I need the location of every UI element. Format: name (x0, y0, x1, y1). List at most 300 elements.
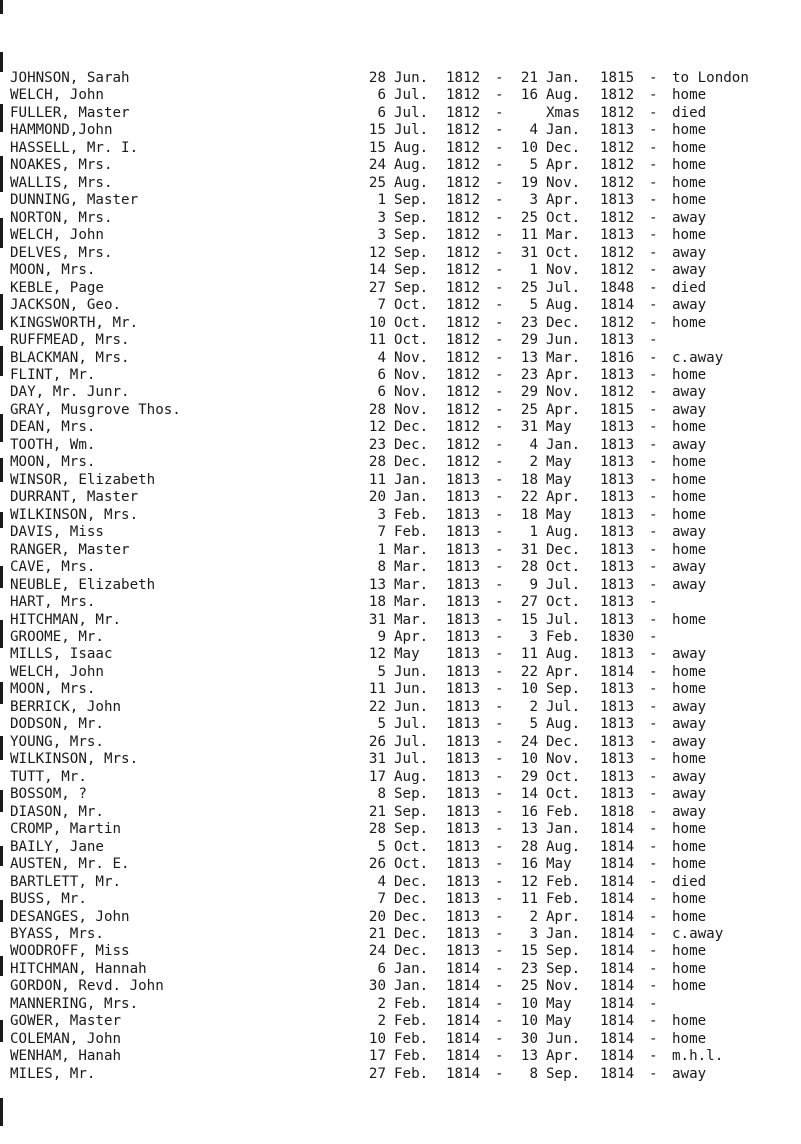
arrival-day: 31 (368, 751, 386, 768)
departure-month: May (546, 1013, 572, 1030)
register-row (0, 699, 801, 716)
departure-day: 5 (529, 157, 538, 174)
outcome-separator: - (649, 227, 658, 244)
date-separator: - (495, 244, 504, 261)
arrival-year: 1813 (446, 751, 481, 768)
arrival-year: 1812 (446, 314, 481, 331)
outcome-separator: - (649, 698, 658, 715)
arrival-year: 1812 (446, 157, 481, 174)
outcome: home (672, 471, 707, 488)
arrival-month: Nov. (394, 366, 429, 383)
arrival-month: Mar. (394, 594, 429, 611)
register-row (0, 87, 801, 104)
register-row (0, 821, 801, 838)
arrival-year: 1812 (446, 454, 481, 471)
arrival-month: Dec. (394, 454, 429, 471)
outcome: home (672, 366, 707, 383)
outcome-separator: - (649, 314, 658, 331)
entry-name: GRAY, Musgrove Thos. (10, 401, 181, 418)
date-separator: - (495, 1065, 504, 1082)
departure-day: 31 (520, 244, 538, 261)
outcome-separator: - (649, 594, 658, 611)
arrival-year: 1813 (446, 681, 481, 698)
entry-name: DURRANT, Master (10, 489, 139, 506)
outcome-separator: - (649, 995, 658, 1012)
register-row (0, 245, 801, 262)
departure-month: Aug. (546, 646, 581, 663)
date-separator: - (495, 838, 504, 855)
arrival-day: 22 (368, 698, 386, 715)
entry-name: MILLS, Isaac (10, 646, 113, 663)
register-row (0, 769, 801, 786)
arrival-day: 28 (368, 454, 386, 471)
departure-year: 1814 (600, 873, 635, 890)
entry-name: AUSTEN, Mr. E. (10, 856, 130, 873)
departure-year: 1813 (600, 611, 635, 628)
arrival-month: Feb. (394, 1013, 429, 1030)
entry-name: HITCHMAN, Mr. (10, 611, 122, 628)
arrival-month: Jul. (394, 87, 429, 104)
entry-name: WILKINSON, Mrs. (10, 751, 139, 768)
binding-edge-mark (0, 1098, 3, 1126)
outcome: away (672, 646, 707, 663)
departure-year: 1814 (600, 1065, 635, 1082)
entry-name: WOODROFF, Miss (10, 943, 130, 960)
arrival-year: 1813 (446, 576, 481, 593)
outcome-separator: - (649, 454, 658, 471)
arrival-day: 3 (377, 209, 386, 226)
departure-year: 1814 (600, 1030, 635, 1047)
date-separator: - (495, 489, 504, 506)
register-list (0, 70, 801, 1083)
register-row (0, 384, 801, 401)
departure-month: Dec. (546, 541, 581, 558)
outcome: away (672, 384, 707, 401)
departure-day: 15 (520, 943, 538, 960)
departure-year: 1813 (600, 366, 635, 383)
outcome: away (672, 716, 707, 733)
departure-day: 21 (520, 70, 538, 86)
departure-day: 25 (520, 978, 538, 995)
entry-name: HAMMOND,John (10, 122, 113, 139)
outcome: home (672, 663, 707, 680)
arrival-day: 4 (377, 349, 386, 366)
binding-edge-mark (0, 0, 3, 14)
register-row (0, 594, 801, 611)
departure-year: 1812 (600, 139, 635, 156)
outcome-separator: - (649, 943, 658, 960)
arrival-day: 10 (368, 1030, 386, 1047)
date-separator: - (495, 349, 504, 366)
register-row (0, 140, 801, 157)
outcome-separator: - (649, 646, 658, 663)
departure-month: Apr. (546, 366, 581, 383)
arrival-month: Feb. (394, 506, 429, 523)
entry-name: BOSSOM, ? (10, 786, 87, 803)
outcome-separator: - (649, 978, 658, 995)
departure-year: 1813 (600, 524, 635, 541)
departure-year: 1814 (600, 1013, 635, 1030)
arrival-year: 1813 (446, 698, 481, 715)
departure-month: Feb. (546, 873, 581, 890)
entry-name: BARTLETT, Mr. (10, 873, 122, 890)
arrival-month: Nov. (394, 384, 429, 401)
arrival-month: Dec. (394, 908, 429, 925)
arrival-day: 5 (377, 663, 386, 680)
arrival-year: 1812 (446, 366, 481, 383)
departure-day: 13 (520, 821, 538, 838)
arrival-month: Feb. (394, 1030, 429, 1047)
register-row (0, 350, 801, 367)
register-row (0, 227, 801, 244)
outcome: away (672, 803, 707, 820)
arrival-year: 1812 (446, 297, 481, 314)
departure-month: Apr. (546, 663, 581, 680)
entry-name: COLEMAN, John (10, 1030, 122, 1047)
departure-month: Sep. (546, 960, 581, 977)
outcome-separator: - (649, 157, 658, 174)
arrival-month: Feb. (394, 524, 429, 541)
outcome: away (672, 244, 707, 261)
arrival-day: 11 (368, 471, 386, 488)
outcome-separator: - (649, 87, 658, 104)
departure-month: Jul. (546, 279, 581, 296)
register-row (0, 839, 801, 856)
departure-year: 1812 (600, 244, 635, 261)
arrival-day: 11 (368, 332, 386, 349)
departure-day: 10 (520, 681, 538, 698)
outcome-separator: - (649, 104, 658, 121)
departure-year: 1814 (600, 960, 635, 977)
register-row (0, 804, 801, 821)
arrival-year: 1812 (446, 244, 481, 261)
date-separator: - (495, 174, 504, 191)
outcome: away (672, 559, 707, 576)
arrival-day: 6 (377, 384, 386, 401)
departure-year: 1812 (600, 174, 635, 191)
departure-year: 1814 (600, 925, 635, 942)
outcome-separator: - (649, 209, 658, 226)
outcome: home (672, 489, 707, 506)
register-row (0, 1066, 801, 1083)
date-separator: - (495, 751, 504, 768)
date-separator: - (495, 768, 504, 785)
departure-month: May (546, 995, 572, 1012)
departure-month: May (546, 454, 572, 471)
outcome: away (672, 297, 707, 314)
departure-month: Feb. (546, 629, 581, 645)
date-separator: - (495, 646, 504, 663)
departure-day: 13 (520, 1048, 538, 1065)
arrival-month: Oct. (394, 856, 429, 873)
departure-month: Sep. (546, 681, 581, 698)
outcome-separator: - (649, 332, 658, 349)
register-row (0, 751, 801, 768)
arrival-year: 1813 (446, 716, 481, 733)
departure-year: 1813 (600, 646, 635, 663)
register-row (0, 297, 801, 314)
outcome: home (672, 960, 707, 977)
outcome: died (672, 104, 707, 121)
departure-month: Feb. (546, 891, 581, 908)
register-row (0, 122, 801, 139)
arrival-day: 8 (377, 786, 386, 803)
register-row (0, 577, 801, 594)
arrival-day: 11 (368, 681, 386, 698)
entry-name: KEBLE, Page (10, 279, 104, 296)
date-separator: - (495, 891, 504, 908)
departure-day: 25 (520, 401, 538, 418)
outcome-separator: - (649, 401, 658, 418)
arrival-year: 1813 (446, 768, 481, 785)
departure-year: 1814 (600, 1048, 635, 1065)
arrival-month: May (394, 646, 420, 663)
outcome-separator: - (649, 349, 658, 366)
departure-year: 1814 (600, 838, 635, 855)
arrival-day: 30 (368, 978, 386, 995)
departure-month: Jul. (546, 698, 581, 715)
departure-month: Nov. (546, 262, 581, 279)
departure-year: 1848 (600, 279, 635, 296)
arrival-day: 7 (377, 524, 386, 541)
arrival-day: 21 (368, 803, 386, 820)
departure-year: 1812 (600, 262, 635, 279)
departure-month: Oct. (546, 786, 581, 803)
arrival-year: 1812 (446, 87, 481, 104)
outcome-separator: - (649, 576, 658, 593)
entry-name: NOAKES, Mrs. (10, 157, 113, 174)
outcome: home (672, 506, 707, 523)
outcome: to London (672, 70, 749, 86)
outcome: home (672, 908, 707, 925)
outcome-separator: - (649, 244, 658, 261)
entry-name: WALLIS, Mrs. (10, 174, 113, 191)
departure-day: 2 (529, 698, 538, 715)
departure-day: 14 (520, 786, 538, 803)
arrival-month: Feb. (394, 1065, 429, 1082)
date-separator: - (495, 401, 504, 418)
arrival-month: Jul. (394, 716, 429, 733)
entry-name: GORDON, Revd. John (10, 978, 164, 995)
arrival-day: 15 (368, 122, 386, 139)
departure-month: Aug. (546, 297, 581, 314)
departure-year: 1813 (600, 332, 635, 349)
outcome: home (672, 122, 707, 139)
outcome-separator: - (649, 174, 658, 191)
departure-month: Mar. (546, 349, 581, 366)
register-row (0, 961, 801, 978)
entry-name: BERRICK, John (10, 698, 122, 715)
arrival-month: Jul. (394, 751, 429, 768)
arrival-year: 1813 (446, 821, 481, 838)
arrival-year: 1812 (446, 279, 481, 296)
outcome-separator: - (649, 122, 658, 139)
departure-month: Dec. (546, 139, 581, 156)
entry-name: NORTON, Mrs. (10, 209, 113, 226)
outcome: home (672, 139, 707, 156)
arrival-year: 1812 (446, 227, 481, 244)
departure-year: 1830 (600, 629, 635, 645)
outcome-separator: - (649, 611, 658, 628)
arrival-day: 7 (377, 297, 386, 314)
arrival-day: 6 (377, 87, 386, 104)
outcome-separator: - (649, 873, 658, 890)
arrival-day: 4 (377, 873, 386, 890)
entry-name: WELCH, John (10, 663, 104, 680)
date-separator: - (495, 384, 504, 401)
register-row (0, 489, 801, 506)
arrival-day: 6 (377, 366, 386, 383)
entry-name: MOON, Mrs. (10, 262, 96, 279)
outcome-separator: - (649, 559, 658, 576)
register-row (0, 262, 801, 279)
register-row (0, 280, 801, 297)
entry-name: RUFFMEAD, Mrs. (10, 332, 130, 349)
arrival-year: 1812 (446, 384, 481, 401)
register-row (0, 909, 801, 926)
departure-month: Oct. (546, 594, 581, 611)
departure-day: 8 (529, 1065, 538, 1082)
date-separator: - (495, 332, 504, 349)
departure-year: 1812 (600, 157, 635, 174)
arrival-year: 1812 (446, 401, 481, 418)
arrival-year: 1812 (446, 209, 481, 226)
departure-month: Apr. (546, 908, 581, 925)
outcome: home (672, 681, 707, 698)
arrival-year: 1814 (446, 960, 481, 977)
departure-month: Apr. (546, 192, 581, 209)
departure-year: 1812 (600, 87, 635, 104)
arrival-year: 1813 (446, 803, 481, 820)
register-row (0, 332, 801, 349)
entry-name: DIASON, Mr. (10, 803, 104, 820)
arrival-month: Feb. (394, 995, 429, 1012)
departure-year: 1814 (600, 995, 635, 1012)
date-separator: - (495, 925, 504, 942)
date-separator: - (495, 192, 504, 209)
outcome: home (672, 192, 707, 209)
arrival-year: 1813 (446, 594, 481, 611)
departure-day: 15 (520, 611, 538, 628)
departure-month: Apr. (546, 157, 581, 174)
departure-year: 1813 (600, 419, 635, 436)
entry-name: TOOTH, Wm. (10, 436, 96, 453)
departure-month: Apr. (546, 489, 581, 506)
arrival-year: 1814 (446, 1030, 481, 1047)
entry-name: DEAN, Mrs. (10, 419, 96, 436)
departure-month: Oct. (546, 244, 581, 261)
entry-name: WILKINSON, Mrs. (10, 506, 139, 523)
arrival-month: Oct. (394, 314, 429, 331)
outcome: home (672, 87, 707, 104)
departure-month: Jul. (546, 611, 581, 628)
date-separator: - (495, 663, 504, 680)
departure-day: 4 (529, 122, 538, 139)
arrival-day: 20 (368, 489, 386, 506)
departure-day: 23 (520, 960, 538, 977)
entry-name: MILES, Mr. (10, 1065, 96, 1082)
departure-month: May (546, 856, 572, 873)
departure-month: Xmas (546, 104, 581, 121)
register-row (0, 978, 801, 995)
outcome: home (672, 314, 707, 331)
outcome-separator: - (649, 786, 658, 803)
arrival-month: Jan. (394, 471, 429, 488)
register-row (0, 874, 801, 891)
date-separator: - (495, 1013, 504, 1030)
entry-name: CROMP, Martin (10, 821, 122, 838)
departure-year: 1813 (600, 541, 635, 558)
departure-month: Jun. (546, 332, 581, 349)
register-row (0, 210, 801, 227)
arrival-month: Sep. (394, 279, 429, 296)
entry-name: BYASS, Mrs. (10, 925, 104, 942)
arrival-year: 1813 (446, 471, 481, 488)
departure-day: 22 (520, 663, 538, 680)
arrival-year: 1812 (446, 104, 481, 121)
outcome: m.h.l. (672, 1048, 724, 1065)
outcome-separator: - (649, 1013, 658, 1030)
departure-year: 1818 (600, 803, 635, 820)
outcome: home (672, 541, 707, 558)
arrival-year: 1814 (446, 978, 481, 995)
departure-year: 1814 (600, 856, 635, 873)
date-separator: - (495, 960, 504, 977)
arrival-year: 1813 (446, 873, 481, 890)
register-row (0, 716, 801, 733)
arrival-month: Oct. (394, 332, 429, 349)
arrival-day: 28 (368, 70, 386, 86)
arrival-day: 2 (377, 995, 386, 1012)
departure-year: 1812 (600, 314, 635, 331)
departure-month: May (546, 471, 572, 488)
arrival-month: Oct. (394, 838, 429, 855)
entry-name: WENHAM, Hanah (10, 1048, 122, 1065)
outcome-separator: - (649, 70, 658, 86)
arrival-month: Jul. (394, 104, 429, 121)
entry-name: DAY, Mr. Junr. (10, 384, 130, 401)
arrival-day: 12 (368, 646, 386, 663)
date-separator: - (495, 122, 504, 139)
entry-name: WELCH, John (10, 87, 104, 104)
register-row (0, 524, 801, 541)
entry-name: RANGER, Master (10, 541, 130, 558)
date-separator: - (495, 279, 504, 296)
departure-year: 1813 (600, 733, 635, 750)
date-separator: - (495, 803, 504, 820)
arrival-year: 1812 (446, 436, 481, 453)
departure-day: 30 (520, 1030, 538, 1047)
outcome: away (672, 262, 707, 279)
arrival-day: 6 (377, 960, 386, 977)
departure-month: Feb. (546, 803, 581, 820)
departure-day: 18 (520, 506, 538, 523)
arrival-month: Mar. (394, 541, 429, 558)
outcome-separator: - (649, 471, 658, 488)
outcome-separator: - (649, 1030, 658, 1047)
departure-month: May (546, 419, 572, 436)
arrival-day: 26 (368, 856, 386, 873)
departure-year: 1813 (600, 681, 635, 698)
departure-day: 16 (520, 803, 538, 820)
outcome-separator: - (649, 366, 658, 383)
arrival-month: Dec. (394, 925, 429, 942)
departure-month: Mar. (546, 227, 581, 244)
register-row (0, 419, 801, 436)
departure-day: 18 (520, 471, 538, 488)
date-separator: - (495, 70, 504, 86)
arrival-year: 1813 (446, 524, 481, 541)
